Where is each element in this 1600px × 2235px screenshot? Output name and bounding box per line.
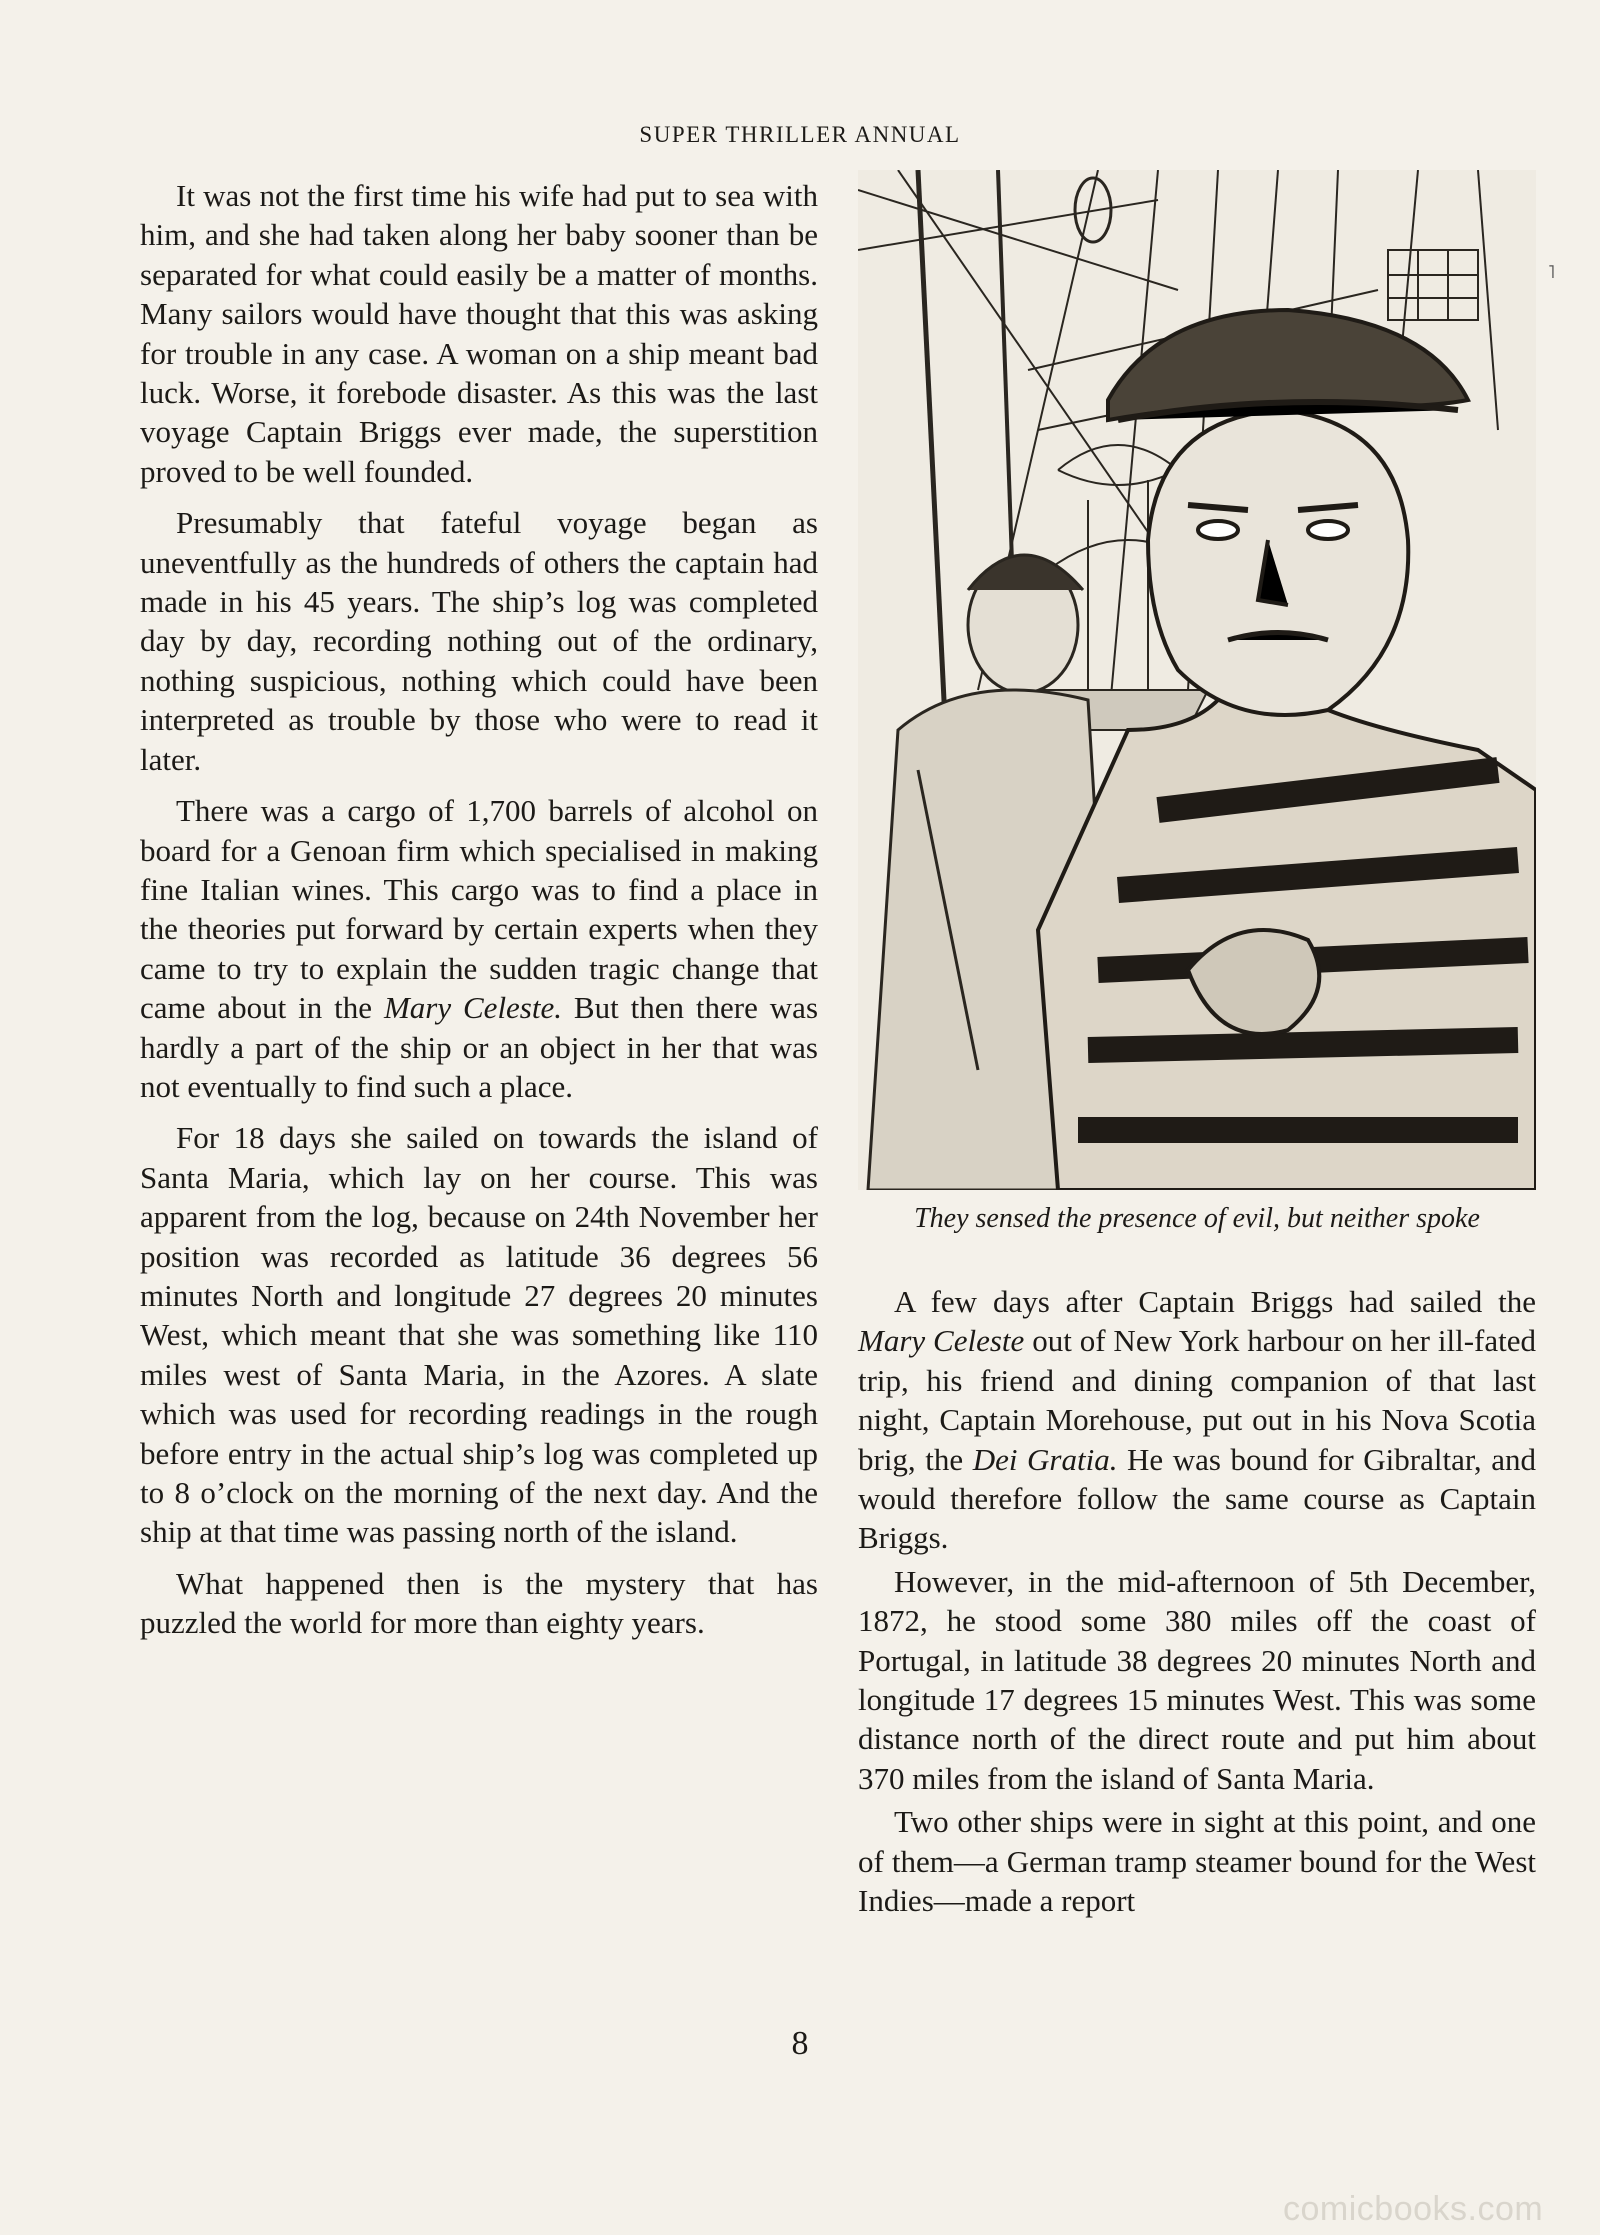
watermark: comicbooks.com: [1283, 2190, 1544, 2228]
paragraph: What happened then is the mystery that has puzzled the world for more than eighty years.: [140, 1565, 818, 1641]
ship-name: Mary Celeste.: [383, 990, 562, 1026]
illustration-caption: They sensed the presence of evil, but neither spoke: [914, 1203, 1480, 1234]
illustration-sailors-on-deck: [858, 170, 1536, 1190]
illustration-drawing: [858, 170, 1536, 1190]
paragraph: A few days after Captain Briggs had sailed the Mary Celeste out of New York harbour on her ill-fated trip, his friend and dining companion of that last night, Captain Morehouse, put out in his Nova Scotia brig, the Dei Gratia. He was bound for Gibraltar, and would therefore follow the same course as Captain Briggs.: [858, 1284, 1537, 1556]
paragraph: However, in the mid-afternoon of 5th December, 1872, he stood some 380 miles off the coast of Portugal, in latitude 38 degrees 20 minutes North and longitude 17 degrees 15 minutes West. This was some distance north of the direct route and put him about 370 miles from the island of Santa Maria.: [858, 1563, 1536, 1796]
right-column: [858, 1282, 1536, 1925]
paragraph: Presumably that fateful voyage began as uneventfully as the hundreds of others the captain had made in his 45 years. The ship’s log was completed day by day, recording nothing out of the ordinary, nothing suspicious, nothing which could have been interpreted as trouble by those who were to read it later.: [140, 505, 818, 777]
left-column: [140, 176, 818, 1655]
paragraph: There was a cargo of 1,700 barrels of alcohol on board for a Genoan firm which specialised in making fine Italian wines. This cargo was to find a place in the theories put forward by certain experts when they came to try to explain the sudden tragic change that came about in the Mary Celeste. But then there was hardly a part of the ship or an object in her that was not eventually to find such a place.: [140, 793, 819, 1104]
paragraph: For 18 days she sailed on towards the island of Santa Maria, which lay on her course. This was apparent from the log, because on 24th November her position was recorded as latitude 36 degrees 56 minutes North and longitude 27 degrees 20 minutes West, which meant that she was something like 110 miles west of Santa Maria, in the Azores. A slate which was used for recording readings in the rough before entry in the actual ship’s log was completed up to 8 o’clock on the morning of the next day. And the ship at that time was passing north of the island.: [140, 1120, 818, 1550]
paragraph: It was not the first time his wife had put to sea with him, and she had taken along her baby sooner than be separated for what could easily be a matter of months. Many sailors would have thought that this was asking for trouble in any case. A woman on a ship meant bad luck. Worse, it forebode disaster. As this was the last voyage Captain Briggs ever made, the superstition proved to be well founded.: [140, 178, 818, 489]
ship-name: Mary Celeste: [858, 1323, 1025, 1359]
page-number: 8: [791, 2025, 809, 2062]
paragraph: Two other ships were in sight at this point, and one of them—a German tramp steamer bound for the West Indies—made a report: [858, 1804, 1536, 1919]
ship-name: Dei Gratia.: [972, 1441, 1118, 1477]
running-head: SUPER THRILLER ANNUAL: [639, 122, 961, 147]
margin-mark: ˥: [1548, 262, 1555, 282]
